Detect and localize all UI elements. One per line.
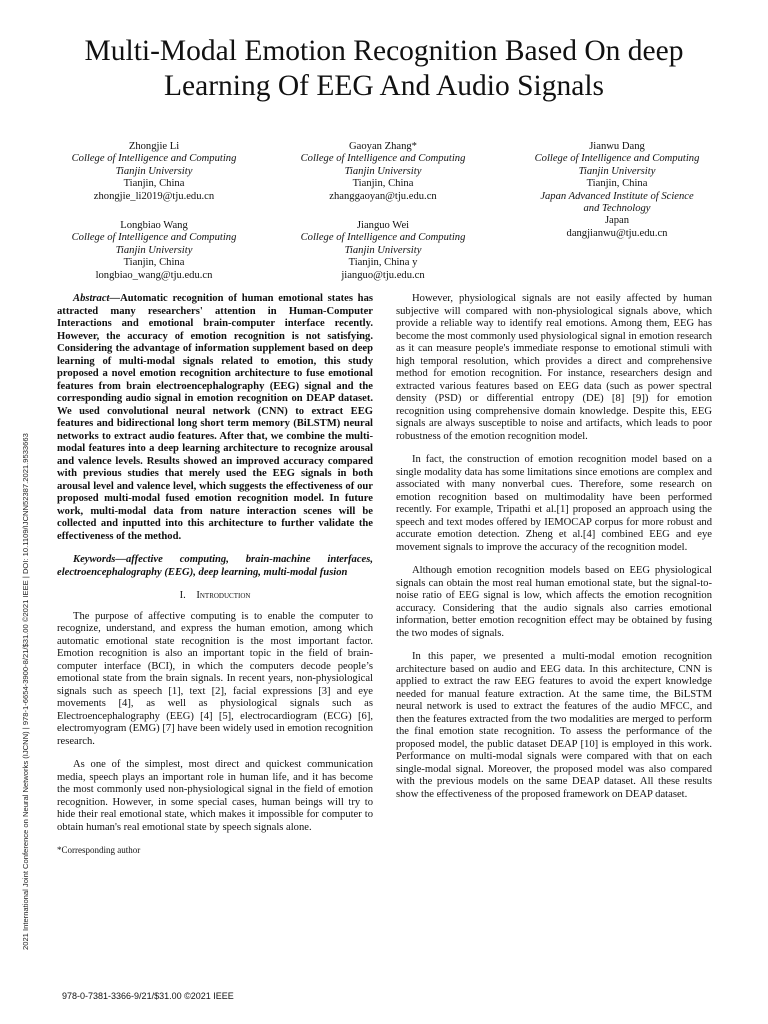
left-column [57,293,373,856]
author-location: Tianjin, China [586,178,648,190]
title-line-2: Learning Of EEG And Audio Signals [164,70,604,102]
author-affiliation: Tianjin University [115,165,193,177]
keywords-text: affective computing, brain-machine interfaces, electroencephalography (EEG), deep learning, multi-modal fusion [57,554,373,578]
paragraph: Although emotion recognition models based on EEG physiological signals can obtain the most real human emotional state, but the signal-to-noise ratio of EEG signal is low, which affects the emotion recognition accuracy. Considering that the audio signals also carries emotional information, better emotion recognition effect may be obtained by fusing the two modes of signals. [396,565,712,639]
sidebar-citation: 2021 International Joint Conference on Neural Networks (IJCNN) | 978-1-6654-3900-8/21/$31.00 ©2021 IEEE | DOI: 10.1109/IJCNN52387.2021.9533663 [21,433,30,950]
author-affiliation: Tianjin University [344,165,422,177]
section-title: Introduction [196,590,251,601]
paragraph: In this paper, we presented a multi-modal emotion recognition architecture based on audio and EEG data. In this architecture, CNN is applied to extract the raw EEG features to avoid the expert knowledge needed for manual feature extraction. At the same time, the BiLSTM neural network is used to extract the features of the audio MFCC, and then the features extracted from the two modalities are merged to perform the final emotion state recognition. To assess the performance of the proposed model, the public dataset DEAP [10] is employed in this work. Performance on multi-modal signals were compared with that on each single-modal signal. Moreover, the proposed model was also compared with the previous models on the same DEAP dataset. All these results show the effectiveness of the proposed framework on DEAP dataset. [396,651,712,800]
author-email: zhongjie_li2019@tju.edu.cn [93,190,215,202]
keywords-label: Keywords— [73,554,126,565]
paragraph: The purpose of affective computing is to enable the computer to recognize, understand, and express the human emotion, among which automatic emotional state recognition is the most important factor. Emotion recognition is also an important topic in the field of brain-computer interface (BCI), in which the computers decode people’s emotional state from the brain signals. In recent years, non-physiological signals such as speech [1], text [2], facial expressions [3] and eye movements [4], as well as physiological signals such as Electroencephalography (EEG) [4] [5], electrocardiogram (ECG) [6], electromyogram (EMG) [7] have been widely used in emotion recognition research. [57,610,373,747]
author-location: Tianjin, China [352,178,414,190]
author-affiliation: College of Intelligence and Computing [534,153,700,165]
author-location: Japan [604,215,630,227]
author-affiliation: Japan Advanced Institute of Science [540,190,694,202]
author-email: longbiao_wang@tju.edu.cn [95,269,213,281]
author-block [39,220,269,282]
paragraph: As one of the simplest, most direct and quickest communication media, speech plays an important role in human life, and it has become the most commonly used non-physiological signal in the field of emotion recognition. However, in some special cases, human beings will try to hide their real emotional state, which makes it impossible for computer to obtain human's real emotional state by speech signals alone. [57,759,373,833]
author-name: Longbiao Wang [120,220,188,231]
right-column [396,293,712,812]
author-affiliation: College of Intelligence and Computing [71,153,237,165]
author-affiliation: College of Intelligence and Computing [300,153,466,165]
author-name: Zhongjie Li [128,141,180,152]
author-affiliation: Tianjin University [578,165,656,177]
author-block [502,141,732,240]
author-affiliation: and Technology [583,203,651,215]
paragraph: However, physiological signals are not easily affected by human subjective will compared with non-physiological signals above, which provide a reliable way to identify real emotions. Among them, EEG has become the most commonly used physiological signal in emotion research as it can measure people's immediate response to emotional stimuli with high temporal resolution, which provides a direct and comprehensive method for emotion recognition. For instance, researchers design and extracted various features based on EEG data (such as power spectral density (PSD) or differential entropy (DE) [8] [9]) for emotion recognition using comprehensive domain knowledge. Despite this, EEG signals are always susceptible to noise and artifacts, which leads to poor robustness of the emotion recognition model. [396,293,712,442]
paragraph: In fact, the construction of emotion recognition model based on a single modality data has some limitations since emotions are complex and associated with many nonverbal cues. Therefore, some research on emotion recognition based on multimodality have been performed recently. For example, Tripathi et al.[1] proposed an approach using the speech and text modes offered by IEMOCAP corpus for more robust and accurate emotion detection. Zheng et al.[4] combined EEG and eye movement signals to improve the accuracy of the recognition model. [396,454,712,553]
author-location: Tianjin, China [123,257,185,269]
author-email: jianguo@tju.edu.cn [341,269,425,281]
keywords [57,554,373,579]
footer-copyright: 978-0-7381-3366-9/21/$31.00 ©2021 IEEE [62,991,234,1001]
author-block [268,141,498,203]
author-affiliation: College of Intelligence and Computing [300,232,466,244]
author-affiliation: College of Intelligence and Computing [71,232,237,244]
paper-title [40,34,728,104]
author-location: Tianjin, China y [348,257,418,269]
author-email: zhanggaoyan@tju.edu.cn [329,190,437,202]
author-affiliation: Tianjin University [344,244,422,256]
author-block [268,220,498,282]
author-name: Jianwu Dang [589,141,645,152]
abstract-text: Automatic recognition of human emotional states has attracted many researchers' attention in Human-Computer Interactions and emotional brain-computer interface recently. However, the accuracy of emotion recognition is not satisfying. Considering the advantage of information supplement based on deep learning of multi-modal signals related to emotion, this study proposed a novel emotion recognition architecture to fuse emotional features from brain electroencephalography (EEG) signal and the corresponding audio signal in emotion recognition on DEAP dataset. We used convolutional neural network (CNN) to extract EEG features and bidirectional long short term memory (BiLSTM) neural networks to extract audio features. After that, we combine the multi-modal features into a deep learning architecture to recognize arousal and valence levels. Results showed an improved accuracy compared with previous studies that merely used the EEG signals in both arousal level and valence level, which suggests the effectiveness of our proposed multi-modal fused emotion recognition model. In future work, multi-modal data from nature interaction scenes will be collected and inputted into this architecture to further validate the effectiveness of the method. [57,293,373,542]
author-email: dangjianwu@tju.edu.cn [566,227,668,239]
author-name: Jianguo Wei [356,220,410,231]
section-heading [57,590,373,603]
abstract-label: Abstract— [73,293,121,304]
author-name: Gaoyan Zhang* [349,141,417,152]
footnote: *Corresponding author [57,845,141,855]
abstract [57,293,373,543]
title-line-1: Multi-Modal Emotion Recognition Based On deep [84,35,684,67]
author-block [39,141,269,203]
section-number: I. [179,590,186,601]
author-affiliation: Tianjin University [115,244,193,256]
author-location: Tianjin, China [123,178,185,190]
